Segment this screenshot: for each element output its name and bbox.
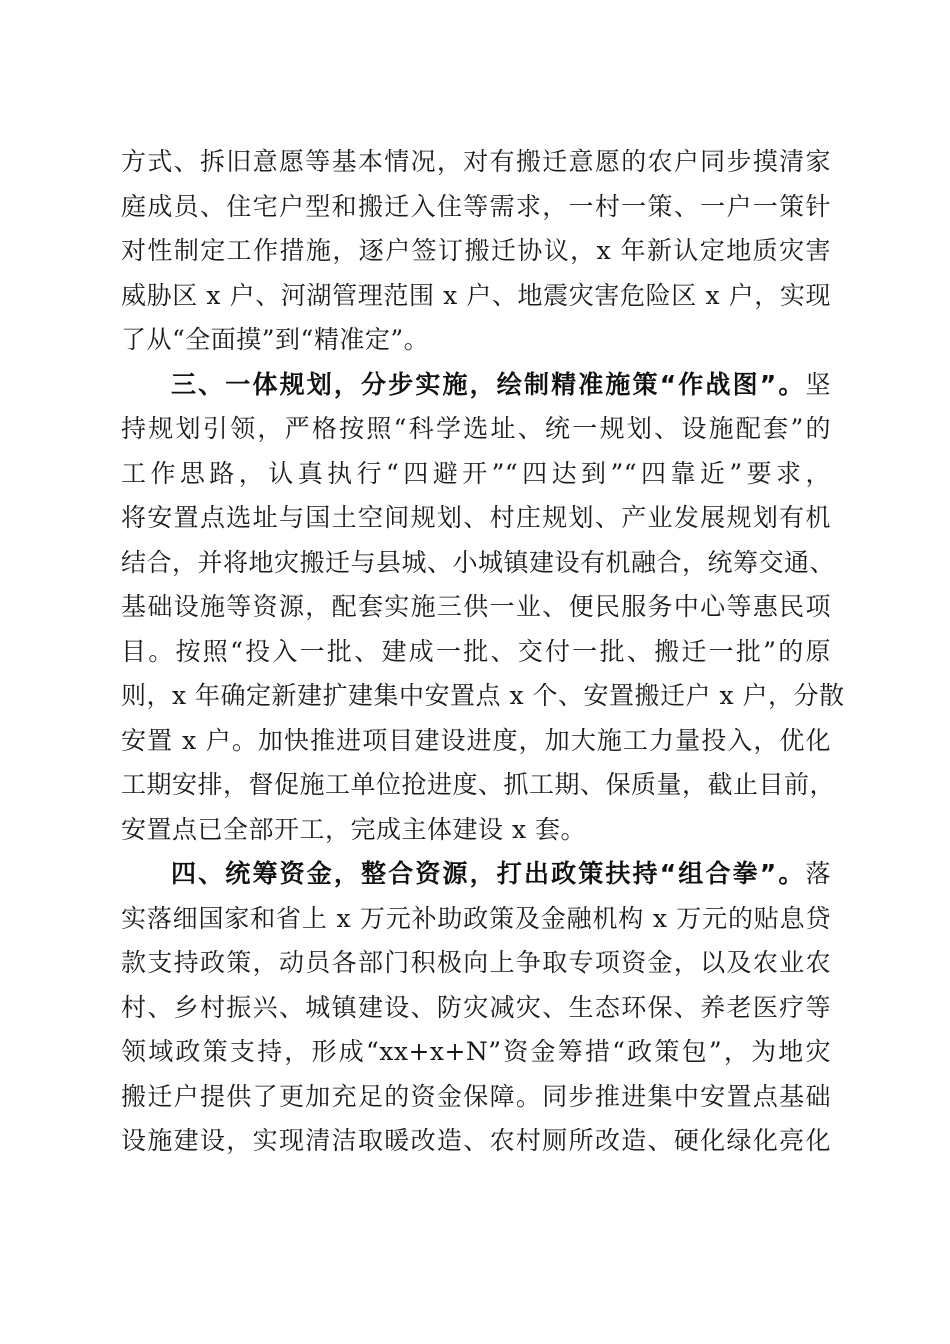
text-line: 庭成员、住宅户型和搬迁入住等需求，一村一策、一户一策针 xyxy=(121,191,831,221)
text-line: 搬迁户提供了更加充足的资金保障。同步推进集中安置点基础 xyxy=(121,1081,831,1111)
document-body xyxy=(121,140,845,1164)
heading-line xyxy=(121,852,831,897)
text-line: 工期安排，督促施工单位抢进度、抓工期、保质量，截止目前， xyxy=(121,770,836,799)
text-line: 工作思路，认真执行“四避开”“四达到”“四靠近”要求， xyxy=(121,458,831,488)
text-line: 目。按照“投入一批、建成一批、交付一批、搬迁一批”的原 xyxy=(121,636,831,666)
heading-line-tail: 坚 xyxy=(805,369,831,399)
paragraph-1 xyxy=(121,140,831,363)
text-line: 了从“全面摸”到“精准定”。 xyxy=(121,325,430,354)
text-line: 实落细国家和省上 x 万元补助政策及金融机构 x 万元的贴息贷 xyxy=(121,903,831,933)
text-line: 结合，并将地灾搬迁与县城、小城镇建设有机融合，统筹交通、 xyxy=(121,547,836,577)
paragraph-2 xyxy=(121,363,845,853)
text-line: 则，x 年确定新建扩建集中安置点 x 个、安置搬迁户 x 户，分散 xyxy=(121,681,845,710)
heading-line-tail: 落 xyxy=(805,859,831,888)
text-line: 款支持政策，动员各部门积极向上争取专项资金，以及农业农 xyxy=(121,948,831,977)
heading-line xyxy=(121,363,831,408)
text-line: 持规划引领，严格按照“科学选址、统一规划、设施配套”的 xyxy=(121,414,831,443)
text-line: 村、乡村振兴、城镇建设、防灾减灾、生态环保、养老医疗等 xyxy=(121,992,831,1022)
paragraph-3 xyxy=(121,852,831,1164)
text-line: 领域政策支持，形成“xx+x+N”资金筹措“政策包”，为地灾 xyxy=(121,1037,831,1066)
text-line: 将安置点选址与国土空间规划、村庄规划、产业发展规划有机 xyxy=(121,503,831,532)
text-line: 设施建设，实现清洁取暖改造、农村厕所改造、硬化绿化亮化 xyxy=(121,1126,831,1155)
text-line: 基础设施等资源，配套实施三供一业、便民服务中心等惠民项 xyxy=(121,592,831,621)
text-line: 安置点已全部开工，完成主体建设 x 套。 xyxy=(121,814,586,844)
section-heading-3: 三、一体规划，分步实施，绘制精准施策“作战图”。 xyxy=(171,369,806,399)
text-line: 对性制定工作措施，逐户签订搬迁协议，x 年新认定地质灾害 xyxy=(121,236,831,265)
section-heading-4: 四、统筹资金，整合资源，打出政策扶持“组合拳”。 xyxy=(171,859,806,888)
text-line: 方式、拆旧意愿等基本情况，对有搬迁意愿的农户同步摸清家 xyxy=(121,147,831,176)
text-line: 安置 x 户。加快推进项目建设进度，加大施工力量投入，优化 xyxy=(121,725,831,755)
text-line: 威胁区 x 户、河湖管理范围 x 户、地震灾害危险区 x 户，实现 xyxy=(121,280,831,310)
